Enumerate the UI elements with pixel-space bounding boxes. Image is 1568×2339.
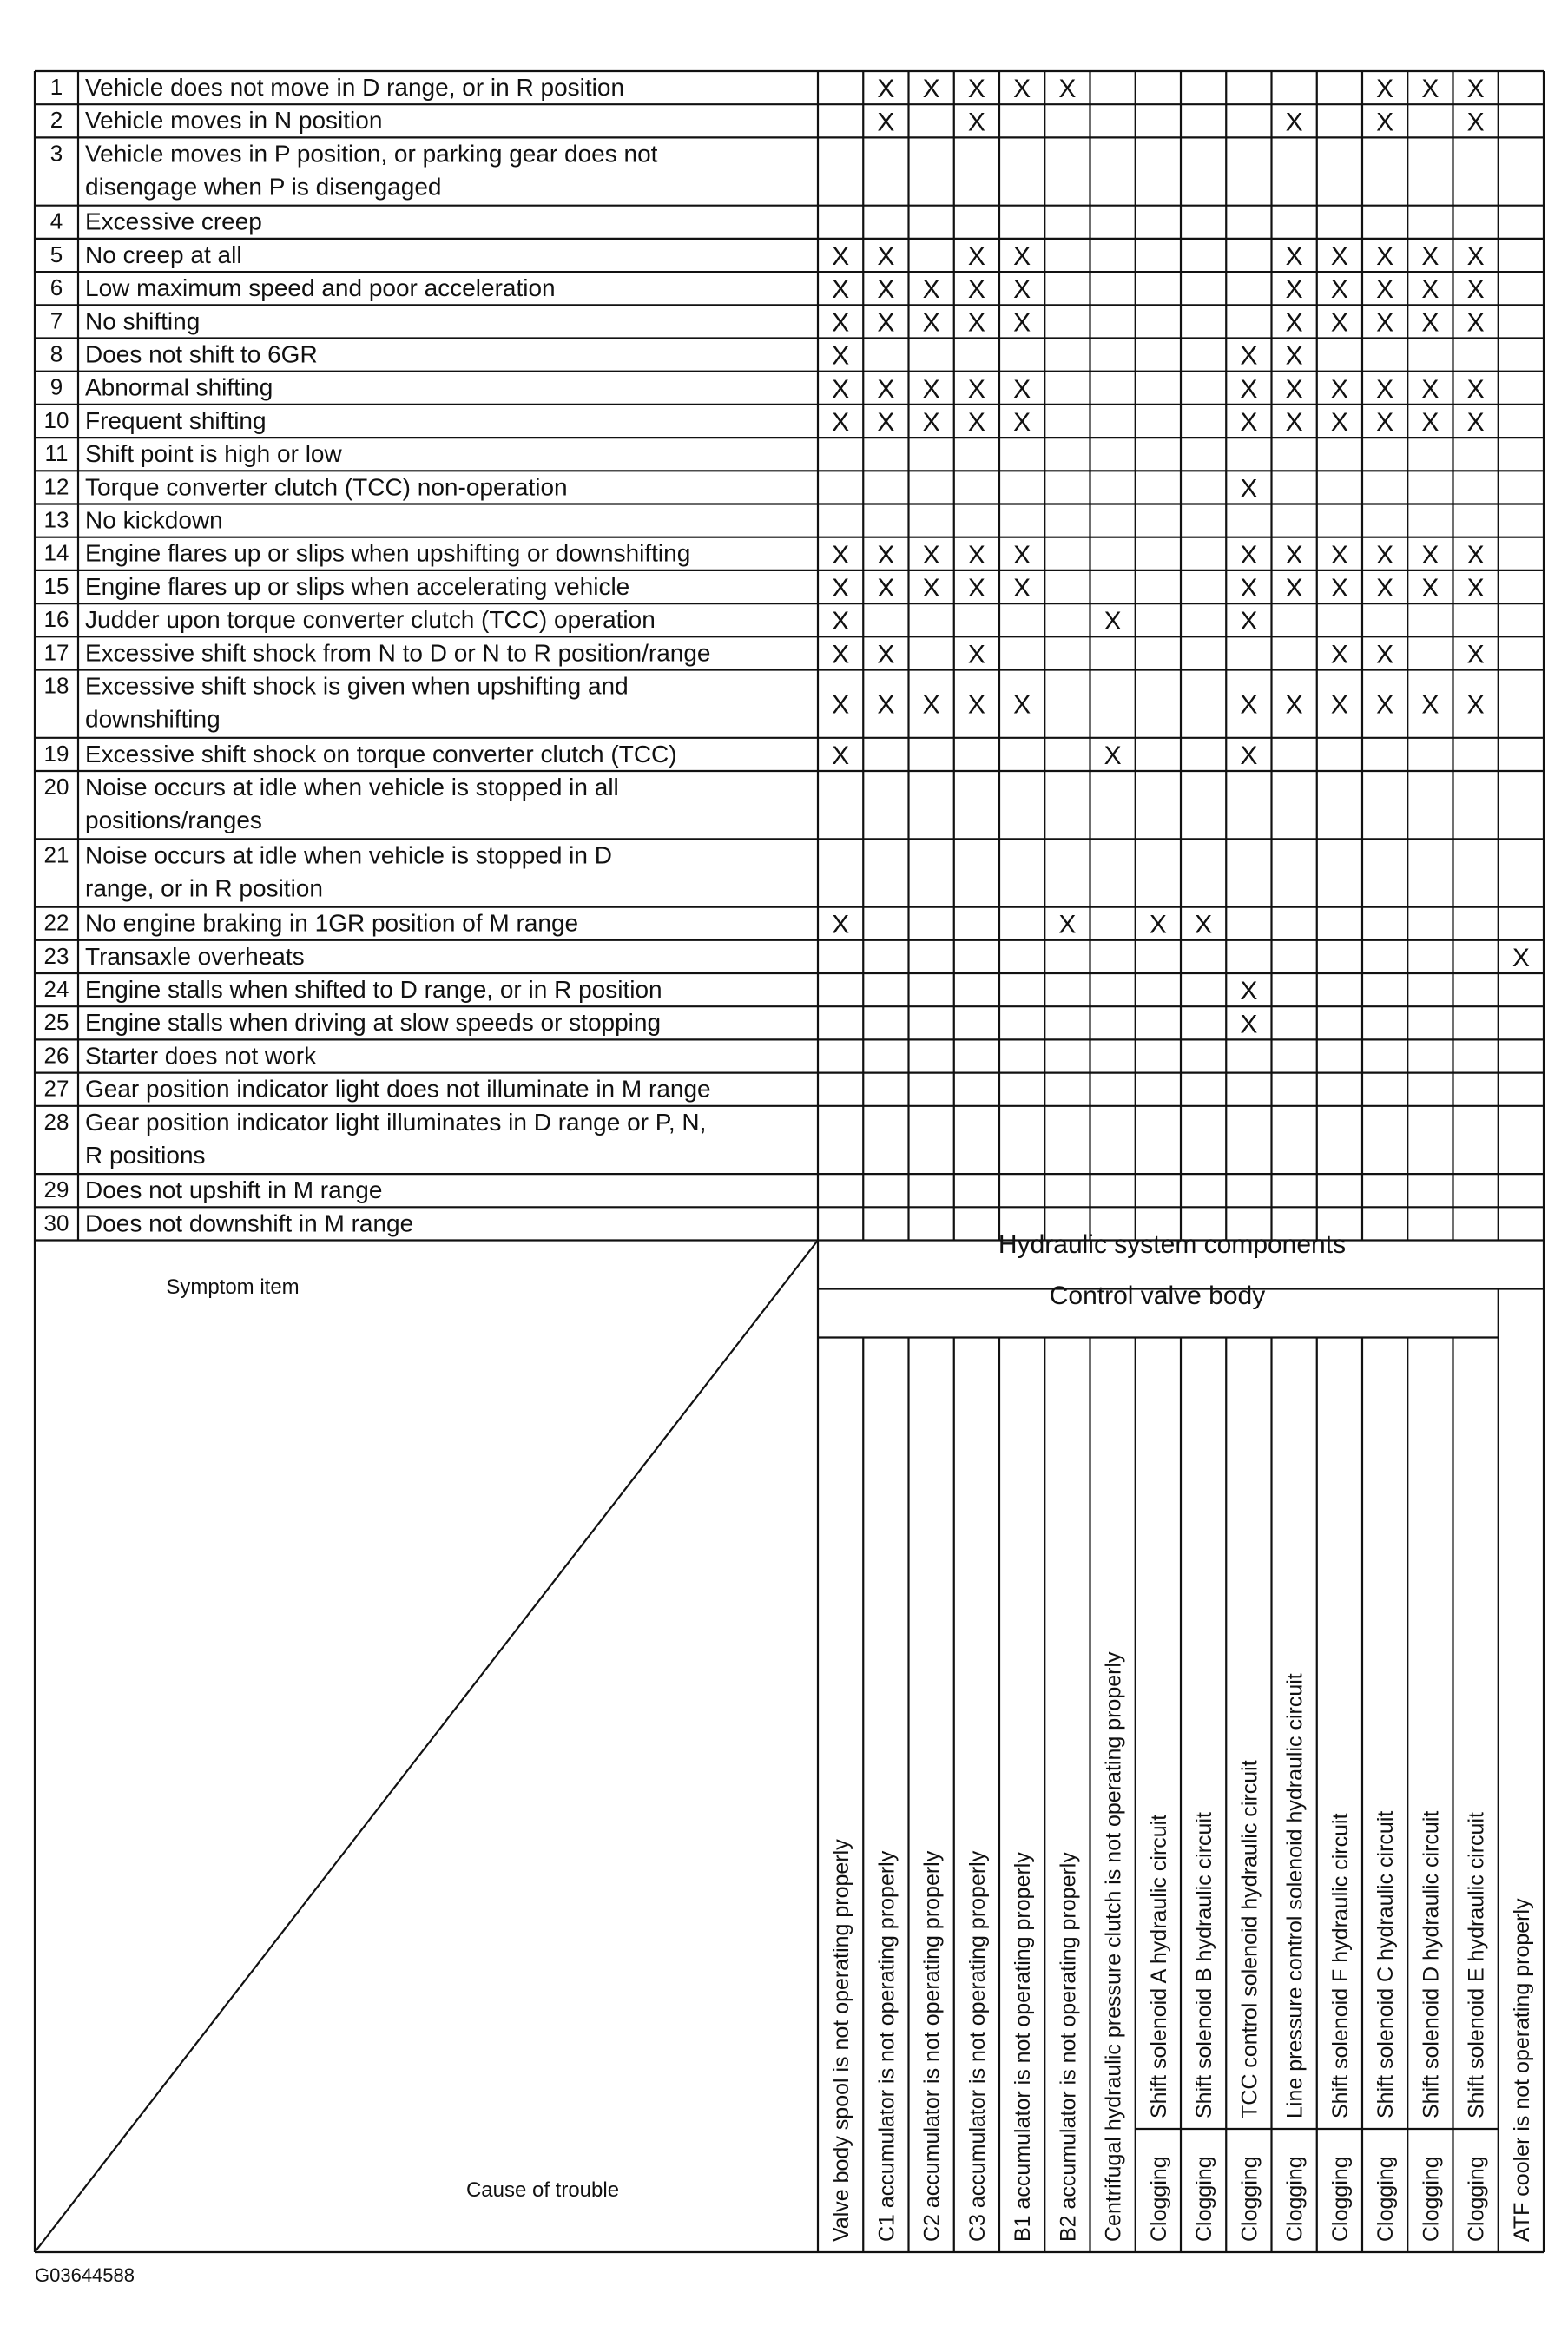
cause-mark: X [832, 540, 850, 570]
cause-mark: X [832, 242, 850, 271]
clogging-label: Clogging [1282, 2156, 1308, 2242]
table-row [50, 307, 1485, 337]
row-number: 28 [43, 1108, 69, 1135]
cause-mark: X [967, 75, 985, 104]
cause-mark: X [1285, 408, 1303, 437]
cause-mark: X [1376, 540, 1394, 570]
cause-column-label: B1 accumulator is not operating properly [1011, 1852, 1036, 2242]
cause-mark: X [1330, 308, 1348, 338]
cause-mark: X [1330, 408, 1348, 437]
cause-mark: X [1013, 275, 1031, 305]
symptom-text: Excessive shift shock from N to D or N to R position/range [85, 639, 711, 667]
cause-mark: X [922, 574, 940, 603]
cause-mark: X [922, 275, 940, 305]
cause-mark: X [1466, 574, 1485, 603]
cause-mark: X [877, 374, 895, 404]
table-row [44, 1176, 383, 1203]
cause-mark: X [1195, 910, 1213, 939]
symptom-text: Vehicle moves in N position [85, 107, 383, 135]
cause-mark: X [1330, 574, 1348, 603]
row-number: 4 [49, 208, 63, 234]
cause-mark: X [1285, 341, 1303, 371]
cause-mark: X [1376, 108, 1394, 137]
cause-mark: X [1240, 741, 1258, 770]
symptom-text: Engine stalls when shifted to D range, or in R position [85, 976, 662, 1003]
symptom-text: No kickdown [85, 506, 223, 534]
table-row [50, 74, 1485, 103]
control-valve-body-heading: Control valve body [1049, 1282, 1266, 1310]
table-row [45, 440, 343, 467]
cause-mark: X [1330, 242, 1348, 271]
symptom-text: Does not shift to 6GR [85, 340, 318, 368]
cause-column-label: Centrifugal hydraulic pressure clutch is not operating properly [1101, 1651, 1126, 2242]
cause-column-label: Shift solenoid F hydraulic circuit [1328, 1813, 1353, 2118]
cause-mark: X [967, 308, 985, 338]
cause-mark: X [967, 275, 985, 305]
cause-mark: X [1240, 690, 1258, 720]
cause-mark: X [1013, 75, 1031, 104]
cause-mark: X [1421, 242, 1440, 271]
cause-mark: X [1285, 108, 1303, 137]
row-number: 12 [43, 473, 69, 500]
cause-mark: X [1240, 1010, 1258, 1039]
cause-mark: X [967, 574, 985, 603]
cause-mark: X [1013, 690, 1031, 720]
hydraulic-system-heading: Hydraulic system components [998, 1230, 1347, 1259]
cause-column-label: ATF cooler is not operating properly [1509, 1898, 1534, 2242]
symptom-text: range, or in R position [85, 874, 323, 902]
cause-mark: X [1013, 308, 1031, 338]
symptom-text: Shift point is high or low [85, 440, 342, 468]
row-number: 5 [49, 240, 63, 267]
row-number: 30 [43, 1209, 69, 1236]
cause-mark: X [1285, 540, 1303, 570]
symptom-text: Torque converter clutch (TCC) non-operation [85, 473, 568, 501]
cause-mark: X [1512, 943, 1530, 972]
table-row [44, 473, 1258, 503]
cause-mark: X [922, 374, 940, 404]
symptom-text: Transaxle overheats [85, 942, 305, 970]
table-row [44, 606, 1258, 636]
cause-mark: X [967, 408, 985, 437]
symptom-text: Vehicle does not move in D range, or in R position [85, 74, 625, 101]
cause-mark: X [1466, 275, 1485, 305]
cause-mark: X [832, 574, 850, 603]
cause-mark: X [1421, 574, 1440, 603]
cause-mark: X [1285, 242, 1303, 271]
cause-mark: X [1330, 690, 1348, 720]
cause-mark: X [1104, 741, 1122, 770]
cause-mark: X [1376, 242, 1394, 271]
cause-mark: X [1330, 540, 1348, 570]
cause-mark: X [832, 275, 850, 305]
cause-mark: X [967, 690, 985, 720]
table-row [44, 1009, 1258, 1038]
symptom-text: No creep at all [85, 240, 242, 268]
cause-mark: X [1104, 607, 1122, 636]
table-row [50, 274, 1485, 304]
cause-mark: X [877, 690, 895, 720]
cause-mark: X [1240, 977, 1258, 1006]
symptom-text: R positions [85, 1141, 206, 1169]
cause-mark: X [1466, 408, 1485, 437]
cause-mark: X [877, 540, 895, 570]
cause-mark: X [1240, 540, 1258, 570]
symptom-text: Engine stalls when driving at slow speeds or stopping [85, 1009, 662, 1037]
table-row [44, 1209, 414, 1236]
cause-column-label: Line pressure control solenoid hydraulic circuit [1282, 1673, 1308, 2118]
clogging-label: Clogging [1328, 2156, 1353, 2242]
clogging-label: Clogging [1374, 2156, 1399, 2242]
cause-column-label: Shift solenoid D hydraulic circuit [1419, 1810, 1444, 2118]
table-row [44, 573, 1485, 603]
cause-mark: X [1240, 408, 1258, 437]
symptom-item-label: Symptom item [166, 1275, 300, 1299]
row-number: 10 [43, 406, 69, 433]
cause-mark: X [967, 374, 985, 404]
cause-mark: X [1421, 690, 1440, 720]
cause-mark: X [922, 690, 940, 720]
figure-id: G03644588 [35, 2264, 135, 2286]
cause-mark: X [877, 640, 895, 669]
cause-mark: X [922, 75, 940, 104]
row-number: 8 [49, 340, 63, 367]
corner-diagonal [35, 1241, 818, 2253]
row-number: 19 [43, 740, 69, 767]
cause-mark: X [832, 910, 850, 939]
cause-mark: X [967, 540, 985, 570]
cause-mark: X [1240, 474, 1258, 504]
symptom-text: No shifting [85, 307, 201, 335]
cause-mark: X [832, 408, 850, 437]
cause-mark: X [1376, 374, 1394, 404]
row-number: 21 [43, 841, 69, 868]
cause-mark: X [1421, 540, 1440, 570]
table-row [50, 374, 1485, 404]
table-row [44, 943, 1530, 972]
symptom-text: Does not downshift in M range [85, 1209, 414, 1237]
cause-mark: X [1376, 574, 1394, 603]
row-number: 13 [43, 506, 69, 533]
cause-mark: X [1421, 75, 1440, 104]
cause-mark: X [1240, 341, 1258, 371]
row-number: 11 [44, 440, 69, 467]
symptom-text: Excessive shift shock on torque converter clutch (TCC) [85, 740, 677, 768]
cause-of-trouble-label: Cause of trouble [465, 2178, 620, 2202]
cause-mark: X [1466, 640, 1485, 669]
cause-mark: X [1285, 308, 1303, 338]
cause-mark: X [1013, 374, 1031, 404]
cause-mark: X [877, 308, 895, 338]
cause-mark: X [1058, 75, 1077, 104]
symptom-text: Excessive creep [85, 208, 262, 235]
cause-column-label: Shift solenoid E hydraulic circuit [1464, 1812, 1489, 2118]
cause-mark: X [922, 540, 940, 570]
cause-mark: X [1376, 308, 1394, 338]
symptom-text: Noise occurs at idle when vehicle is stopped in D [85, 841, 612, 869]
cause-column-label: Shift solenoid A hydraulic circuit [1146, 1814, 1171, 2118]
symptom-text: Gear position indicator light illuminates in D range or P, N, [85, 1108, 707, 1136]
cause-mark: X [832, 374, 850, 404]
row-number: 14 [43, 539, 69, 566]
cause-mark: X [877, 242, 895, 271]
row-number: 7 [49, 307, 63, 334]
cause-mark: X [1421, 408, 1440, 437]
clogging-label: Clogging [1146, 2156, 1171, 2242]
table-row [44, 639, 1485, 669]
cause-mark: X [922, 408, 940, 437]
cause-mark: X [1013, 408, 1031, 437]
row-number: 15 [43, 572, 69, 599]
cause-column-label: C2 accumulator is not operating properly [919, 1850, 945, 2242]
row-number: 1 [49, 74, 63, 100]
cause-mark: X [1330, 374, 1348, 404]
cause-mark: X [1376, 690, 1394, 720]
cause-mark: X [877, 408, 895, 437]
cause-mark: X [1149, 910, 1167, 939]
cause-mark: X [1466, 108, 1485, 137]
cause-mark: X [1240, 374, 1258, 404]
cause-mark: X [832, 341, 850, 371]
table-row [50, 241, 1485, 271]
symptom-text: Gear position indicator light does not illuminate in M range [85, 1075, 711, 1103]
cause-column-label: Valve body spool is not operating properly [829, 1839, 854, 2242]
table-row [50, 341, 1303, 371]
cause-mark: X [1466, 242, 1485, 271]
cause-mark: X [1466, 374, 1485, 404]
cause-mark: X [877, 574, 895, 603]
cause-mark: X [922, 308, 940, 338]
cause-mark: X [1240, 607, 1258, 636]
table-row [44, 407, 1485, 437]
table-row [44, 774, 619, 833]
cause-mark: X [967, 242, 985, 271]
symptom-text: Engine flares up or slips when upshifting or downshifting [85, 539, 691, 567]
cause-mark: X [1421, 275, 1440, 305]
clogging-label: Clogging [1464, 2156, 1489, 2242]
cause-mark: X [1376, 408, 1394, 437]
cause-mark: X [967, 108, 985, 137]
symptom-text: Does not upshift in M range [85, 1176, 383, 1204]
row-number: 17 [43, 639, 69, 666]
cause-mark: X [1421, 308, 1440, 338]
table-row [44, 1076, 711, 1103]
row-number: 25 [43, 1009, 69, 1036]
cause-mark: X [1376, 75, 1394, 104]
row-number: 27 [43, 1075, 69, 1102]
cause-mark: X [1466, 75, 1485, 104]
cause-mark: X [1285, 574, 1303, 603]
symptom-text: Engine flares up or slips when accelerating vehicle [85, 572, 630, 600]
cause-column-label: Shift solenoid C hydraulic circuit [1374, 1810, 1399, 2118]
symptom-text: Starter does not work [85, 1042, 317, 1070]
table-row [44, 1109, 707, 1169]
cause-mark: X [1421, 374, 1440, 404]
symptom-rows [44, 74, 1530, 1236]
cause-mark: X [1330, 275, 1348, 305]
cause-mark: X [1466, 540, 1485, 570]
table-row [44, 507, 223, 534]
cause-mark: X [1376, 640, 1394, 669]
cause-mark: X [1466, 308, 1485, 338]
cause-mark: X [877, 75, 895, 104]
symptom-text: Abnormal shifting [85, 373, 273, 401]
table-row [44, 976, 1258, 1005]
cause-mark: X [1330, 640, 1348, 669]
row-number: 9 [49, 373, 63, 400]
row-number: 23 [43, 942, 69, 969]
cause-mark: X [877, 108, 895, 137]
row-number: 20 [43, 774, 69, 800]
cause-column-label: Shift solenoid B hydraulic circuit [1192, 1812, 1217, 2118]
cause-mark: X [832, 607, 850, 636]
table-row [44, 841, 612, 901]
row-number: 24 [43, 976, 69, 1002]
row-number: 16 [43, 606, 69, 633]
table-row [50, 140, 658, 200]
symptom-text: Excessive shift shock is given when upshifting and [85, 672, 629, 700]
table-row [44, 910, 1213, 939]
cause-mark: X [967, 640, 985, 669]
symptom-text: Low maximum speed and poor acceleration [85, 274, 556, 302]
clogging-label: Clogging [1419, 2156, 1444, 2242]
table-row [44, 1042, 318, 1069]
symptom-text: disengage when P is disengaged [85, 173, 442, 201]
symptom-text: No engine braking in 1GR position of M range [85, 909, 579, 937]
clogging-label: Clogging [1237, 2156, 1262, 2242]
cause-mark: X [1466, 690, 1485, 720]
cause-mark: X [877, 275, 895, 305]
cause-mark: X [1285, 275, 1303, 305]
cause-mark: X [1013, 540, 1031, 570]
symptom-text: positions/ranges [85, 807, 262, 833]
cause-mark: X [832, 308, 850, 338]
cause-mark: X [1285, 690, 1303, 720]
symptom-text: Frequent shifting [85, 406, 267, 434]
table-row [44, 540, 1485, 570]
table-row [50, 208, 262, 235]
cause-mark: X [832, 741, 850, 770]
cause-column-label: TCC control solenoid hydraulic circuit [1237, 1760, 1262, 2118]
cause-column-label: C1 accumulator is not operating properly [874, 1850, 899, 2242]
row-number: 22 [43, 909, 69, 936]
symptom-text: Vehicle moves in P position, or parking gear does not [85, 140, 658, 168]
row-number: 6 [49, 274, 63, 301]
row-number: 26 [43, 1042, 69, 1069]
cause-mark: X [1058, 910, 1077, 939]
row-number: 3 [49, 140, 63, 167]
cause-mark: X [1013, 574, 1031, 603]
cause-mark: X [1240, 574, 1258, 603]
cause-mark: X [832, 640, 850, 669]
row-number: 18 [43, 672, 69, 699]
table-row [50, 107, 1485, 136]
cause-mark: X [832, 690, 850, 720]
row-number: 29 [43, 1176, 69, 1203]
symptom-text: Noise occurs at idle when vehicle is stopped in all [85, 774, 619, 801]
table-row [44, 741, 1258, 770]
cause-column-label: C3 accumulator is not operating properly [965, 1850, 990, 2242]
cause-mark: X [1376, 275, 1394, 305]
cause-mark: X [1285, 374, 1303, 404]
symptom-text: downshifting [85, 705, 221, 733]
row-number: 2 [49, 107, 63, 134]
table-row [44, 673, 1485, 733]
cause-mark: X [1013, 242, 1031, 271]
cause-column-label: B2 accumulator is not operating properly [1056, 1852, 1081, 2242]
symptom-text: Judder upon torque converter clutch (TCC) operation [85, 606, 656, 634]
clogging-label: Clogging [1192, 2156, 1217, 2242]
